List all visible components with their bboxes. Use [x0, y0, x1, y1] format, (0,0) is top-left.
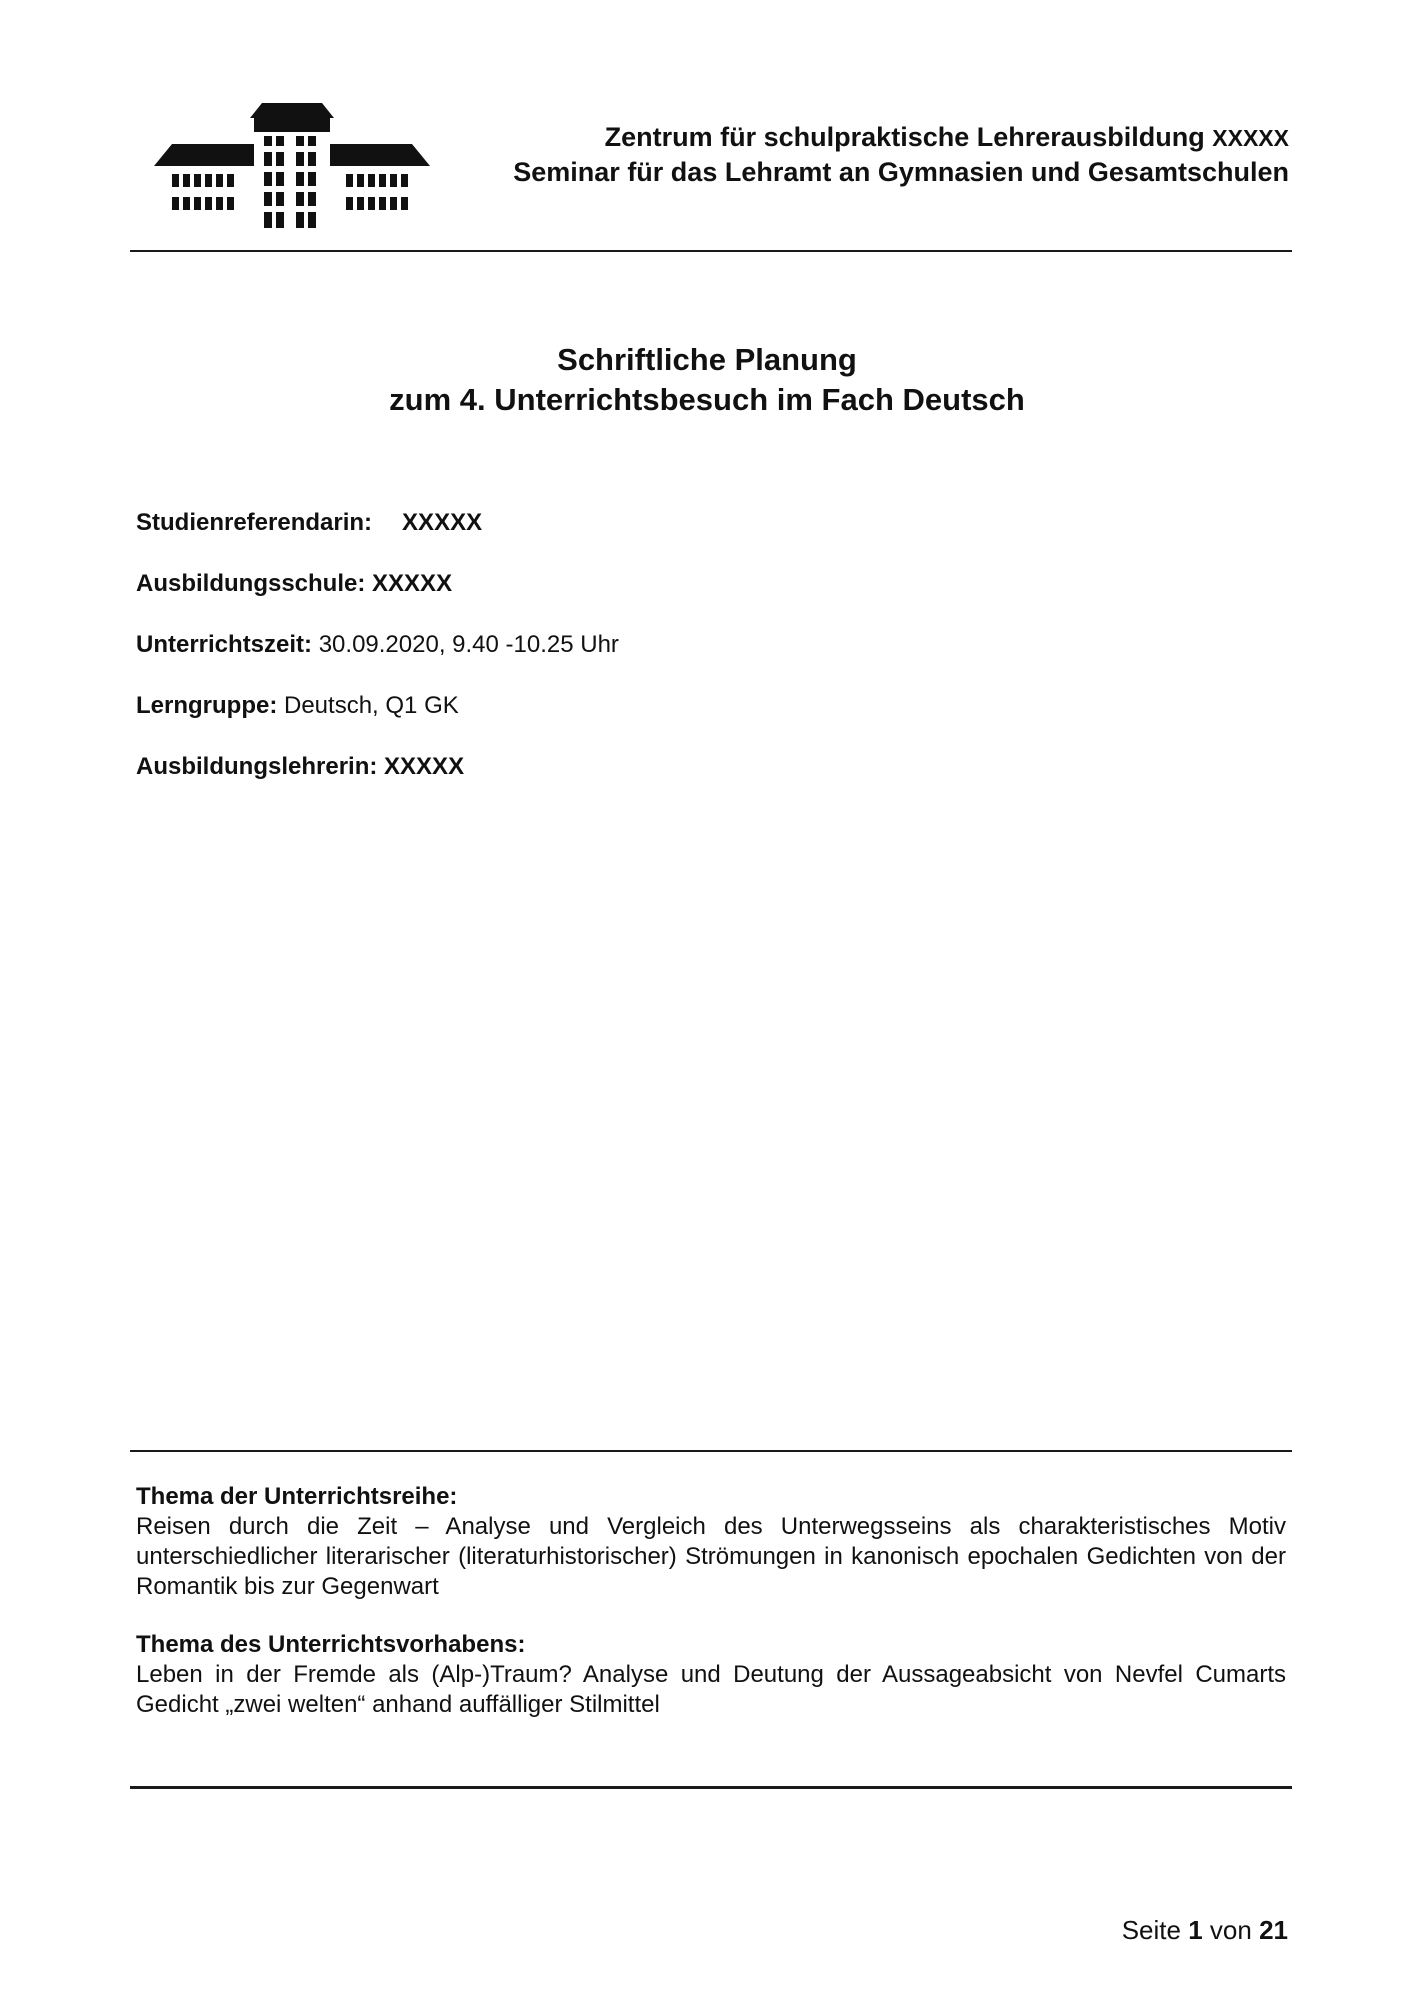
- header-line-2: Seminar für das Lehramt an Gymnasien und Gesamtschulen: [513, 157, 1289, 187]
- detail-lehrerin: [136, 752, 619, 813]
- header-institution: [513, 120, 1289, 189]
- page-total: 21: [1259, 1915, 1288, 1945]
- header-line-1: [513, 120, 1289, 155]
- project-text: Leben in der Fremde als (Alp-)Traum? Analyse und Deutung der Aussageabsicht von Nevfel Cumarts Gedicht „zwei welten“ anhand auffälliger Stilmittel: [136, 1661, 1286, 1718]
- middle-divider: [130, 1450, 1292, 1452]
- page-number: [1122, 1915, 1288, 1946]
- page-current: 1: [1188, 1915, 1203, 1945]
- bottom-divider: [130, 1786, 1292, 1789]
- topic-series: [136, 1482, 1286, 1602]
- topic-project: [136, 1630, 1286, 1720]
- detail-referendarin: [136, 508, 619, 569]
- gruppe-label: Lerngruppe:: [136, 692, 278, 719]
- detail-zeit: [136, 630, 619, 691]
- title-line-2: zum 4. Unterrichtsbesuch im Fach Deutsch: [389, 382, 1025, 417]
- page-title: [0, 340, 1414, 420]
- series-text: Reisen durch die Zeit – Analyse und Vergleich des Unterwegsseins als charakteristisches Motiv unterschiedlicher literarischer (literaturhistorischer) Strömungen in kanonisch epochalen Gedichten von der Romantik bis zur Gegenwart: [136, 1513, 1286, 1600]
- detail-gruppe: [136, 691, 619, 752]
- zeit-label: Unterrichtszeit:: [136, 631, 313, 658]
- gruppe-value: Deutsch, Q1 GK: [284, 692, 459, 719]
- series-heading: Thema der Unterrichtsreihe:: [136, 1483, 458, 1510]
- page-word: Seite: [1121, 1915, 1181, 1945]
- referendarin-label: Studienreferendarin:: [136, 509, 373, 536]
- header-institution-name: Zentrum für schulpraktische Lehrerausbildung: [604, 122, 1205, 152]
- project-heading: Thema des Unterrichtsvorhabens:: [136, 1631, 526, 1658]
- details-block: [136, 508, 619, 813]
- schule-label: Ausbildungsschule:: [136, 570, 366, 597]
- page-of: von: [1209, 1915, 1252, 1945]
- referendarin-value: XXXXX: [402, 509, 483, 536]
- header-institution-code: XXXXX: [1212, 125, 1289, 151]
- title-line-1: Schriftliche Planung: [557, 342, 857, 377]
- lehrerin-value: XXXXX: [384, 753, 465, 780]
- lehrerin-label: Ausbildungslehrerin:: [136, 753, 378, 780]
- school-building-icon: [150, 100, 430, 230]
- schule-value: XXXXX: [372, 570, 453, 597]
- top-divider: [130, 250, 1292, 252]
- detail-schule: [136, 569, 619, 630]
- zeit-value: 30.09.2020, 9.40 -10.25 Uhr: [318, 631, 619, 658]
